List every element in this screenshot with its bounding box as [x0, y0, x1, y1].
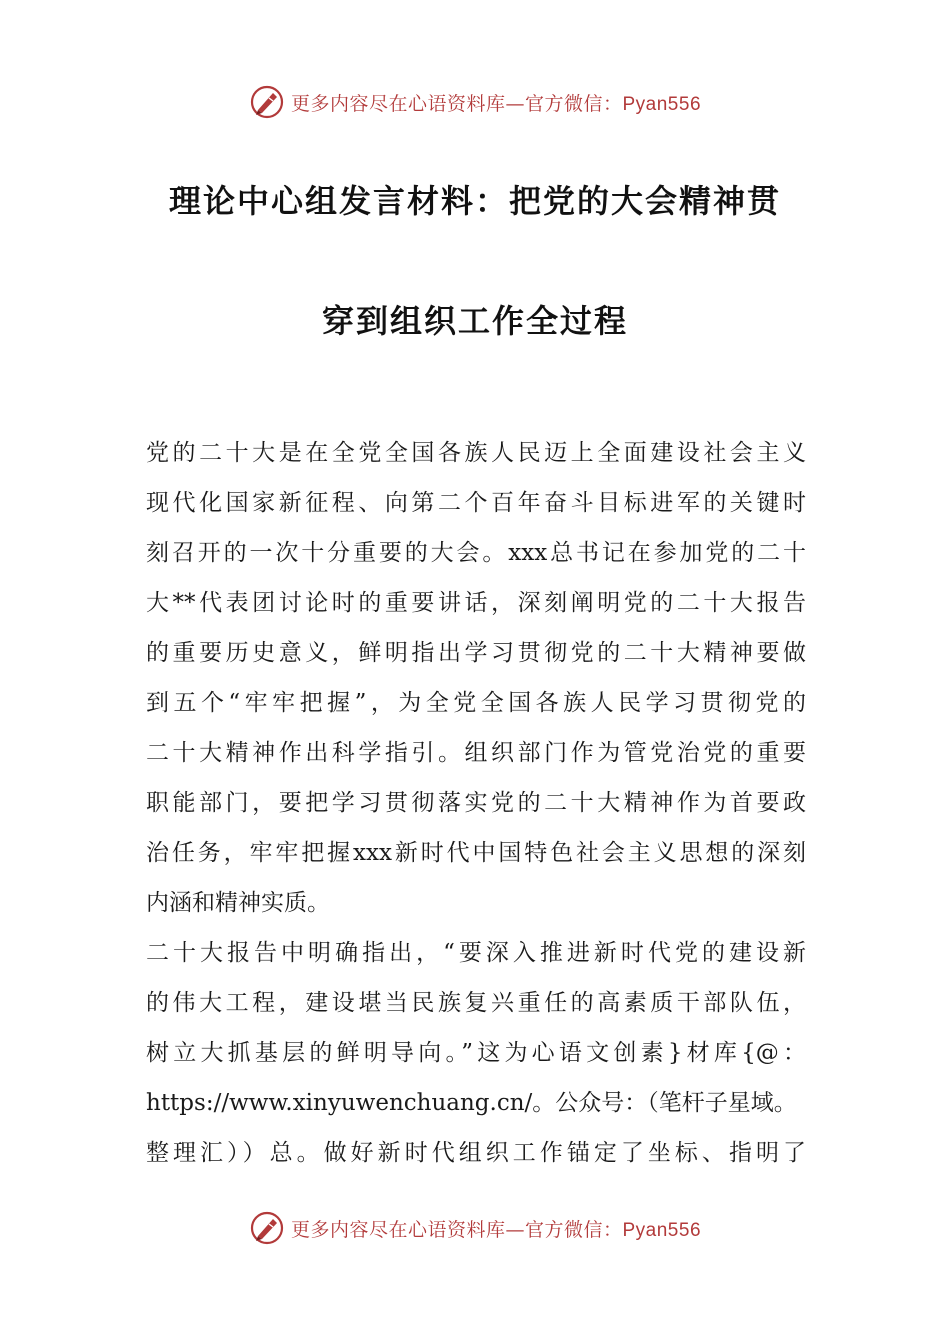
body-line: 治任务，牢牢把握xxx新时代中国特色社会主义思想的深刻 [146, 840, 806, 866]
banner-text: 更多内容尽在心语资料库—官方微信：Pyan556 [290, 1218, 702, 1241]
wechat-id: Pyan556 [622, 1219, 702, 1241]
body-line: 树立大抓基层的鲜明导向。”这为心语文创素}材库{@： [146, 1040, 806, 1066]
body-line: 的重要历史意义，鲜明指出学习贯彻党的二十大精神要做 [146, 640, 806, 666]
document-title-line-2: 穿到组织工作全过程 [321, 302, 628, 340]
body-line-url: https://www.xinyuwenchuang.cn/。公众号：（笔杆子星域。 [146, 1090, 797, 1116]
body-line: 二十大精神作出科学指引。组织部门作为管党治党的重要 [146, 740, 806, 766]
banner-text: 更多内容尽在心语资料库—官方微信：Pyan556 [290, 92, 702, 115]
body-line: 到五个“牢牢把握”，为全党全国各族人民学习贯彻党的 [146, 690, 806, 716]
body-line: 刻召开的一次十分重要的大会。xxx总书记在参加党的二十 [146, 540, 806, 566]
body-line: 的伟大工程，建设堪当民族复兴重任的高素质干部队伍， [146, 990, 806, 1016]
body-line: 整理汇））总。做好新时代组织工作锚定了坐标、指明了 [146, 1140, 806, 1166]
body-line: 内涵和精神实质。 [146, 890, 330, 916]
document-body [146, 428, 806, 1178]
pen-logo-icon [249, 84, 285, 120]
header-banner [0, 80, 950, 124]
body-line: 党的二十大是在全党全国各族人民迈上全面建设社会主义 [146, 440, 806, 466]
body-line: 大**代表团讨论时的重要讲话，深刻阐明党的二十大报告 [146, 590, 806, 616]
document-title-line-1: 理论中心组发言材料：把党的大会精神贯 [168, 182, 781, 220]
pen-logo-icon [249, 1210, 285, 1246]
body-line: 现代化国家新征程、向第二个百年奋斗目标进军的关键时 [146, 490, 806, 516]
wechat-id: Pyan556 [622, 93, 702, 115]
body-line: 职能部门，要把学习贯彻落实党的二十大精神作为首要政 [146, 790, 806, 816]
footer-banner [0, 1206, 950, 1250]
body-line: 二十大报告中明确指出，“要深入推进新时代党的建设新 [146, 940, 806, 966]
